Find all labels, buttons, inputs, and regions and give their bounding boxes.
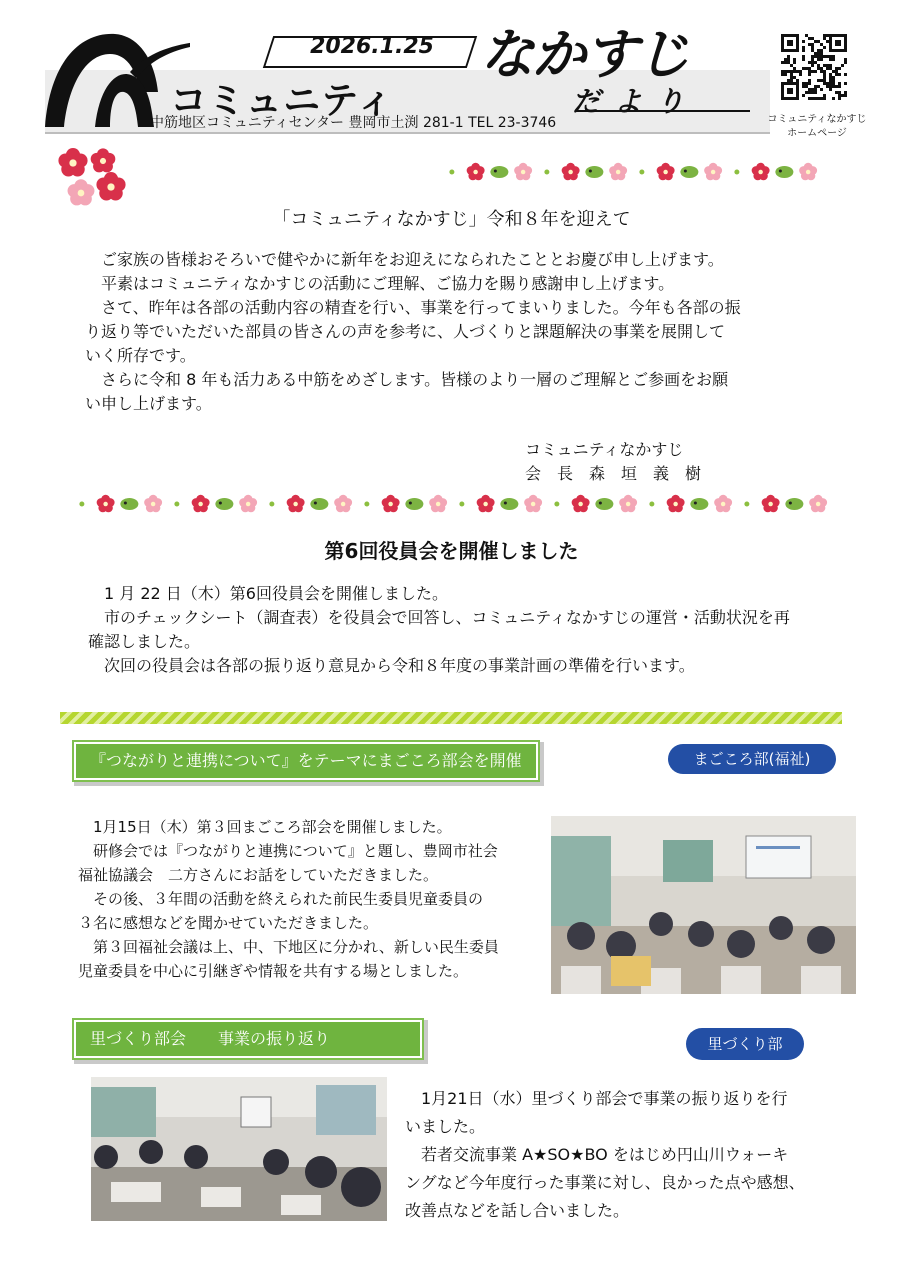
qr-caption-line2: ホームページ bbox=[787, 128, 847, 139]
issue-date: 2026.1.25 bbox=[310, 34, 434, 59]
qr-caption bbox=[762, 113, 872, 141]
magokoro-body bbox=[78, 815, 553, 983]
newyear-body bbox=[85, 248, 845, 416]
section-divider bbox=[60, 712, 842, 724]
garland-middle bbox=[70, 492, 830, 516]
center-address: 中筋地区コミュニティセンター 豊岡市土渕 281-1 TEL 23-3746 bbox=[150, 115, 557, 131]
title-underline bbox=[575, 110, 750, 112]
newyear-line: ご家族の皆様おそろいで健やかに新年をお迎えになられたこととお慶び申し上げます。 bbox=[101, 250, 724, 269]
garland-top bbox=[440, 160, 820, 184]
magokoro-line: 第３回福祉会議は上、中、下地区に分かれ、新しい民生委員 bbox=[93, 938, 499, 956]
magokoro-line: 1月15日（木）第３回まごころ部会を開催しました。 bbox=[93, 818, 452, 836]
title-community: コミュニティ bbox=[170, 79, 395, 122]
board-body bbox=[88, 582, 848, 678]
magokoro-line: 福祉協議会 二方さんにお話をしていただきました。 bbox=[78, 866, 439, 884]
magokoro-meeting-photo bbox=[551, 816, 856, 994]
satozukuri-line: いました。 bbox=[405, 1117, 486, 1136]
magokoro-line: その後、３年間の活動を終えられた前民生委員児童委員の bbox=[93, 890, 484, 908]
newyear-line: り返り等でいただいた部員の皆さんの声を参考に、人づくりと課題解決の事業を展開して bbox=[85, 322, 726, 341]
magokoro-line: ３名に感想などを聞かせていただきました。 bbox=[78, 914, 379, 932]
signature-org: コミュニティなかすじ bbox=[525, 440, 684, 459]
signature bbox=[525, 438, 701, 486]
board-line: 市のチェックシート（調査表）を役員会で回答し、コミュニティなかすじの運営・活動状況を再 bbox=[104, 608, 790, 627]
magokoro-line: 児童委員を中心に引継ぎや情報を共有する場としました。 bbox=[78, 962, 469, 980]
satozukuri-meeting-photo bbox=[91, 1077, 387, 1221]
satozukuri-badge: 里づくり部 bbox=[686, 1028, 804, 1060]
newyear-line: 平素はコミュニティなかすじの活動にご理解、ご協力を賜り感謝申し上げます。 bbox=[101, 274, 675, 293]
newyear-line: い申し上げます。 bbox=[85, 394, 212, 413]
board-line: 次回の役員会は各部の振り返り意見から令和８年度の事業計画の準備を行います。 bbox=[104, 656, 695, 675]
signature-name: 会 長 森 垣 義 樹 bbox=[525, 464, 702, 483]
newyear-line: いく所存です。 bbox=[85, 346, 196, 365]
magokoro-heading: 『つながりと連携について』をテーマにまごころ部会を開催 bbox=[74, 742, 538, 780]
newyear-line: さらに令和 8 年も活力ある中筋をめざします。皆様のより一層のご理解とご参画をお願 bbox=[101, 370, 729, 389]
qr-code-icon[interactable] bbox=[781, 34, 847, 100]
board-line: 1 月 22 日（木）第6回役員会を開催しました。 bbox=[104, 584, 448, 603]
newyear-line: さて、昨年は各部の活動内容の精査を行い、事業を行ってまいりました。今年も各部の振 bbox=[101, 298, 741, 317]
newyear-heading: 「コミュニティなかすじ」令和８年を迎えて bbox=[272, 209, 631, 230]
satozukuri-line: 改善点などを話し合いました。 bbox=[405, 1201, 630, 1220]
magokoro-line: 研修会では『つながりと連携について』と題し、豊岡市社会 bbox=[93, 842, 498, 860]
satozukuri-line: 1月21日（水）里づくり部会で事業の振り返りを行 bbox=[421, 1089, 788, 1108]
title-nakasuji: なかすじ bbox=[480, 23, 688, 86]
satozukuri-body bbox=[405, 1085, 835, 1225]
satozukuri-line: 若者交流事業 A★SO★BO をはじめ円山川ウォーキ bbox=[421, 1145, 789, 1164]
qr-caption-line1: コミュニティなかすじ bbox=[767, 114, 867, 125]
board-heading: 第6回役員会を開催しました bbox=[324, 539, 579, 563]
satozukuri-heading: 里づくり部会 事業の振り返り bbox=[74, 1020, 422, 1058]
title-dayori: だより bbox=[572, 85, 699, 118]
board-line: 確認しました。 bbox=[88, 632, 201, 651]
magokoro-badge: まごころ部(福祉) bbox=[668, 744, 836, 774]
satozukuri-line: ングなど今年度行った事業に対し、良かった点や感想、 bbox=[405, 1173, 805, 1192]
